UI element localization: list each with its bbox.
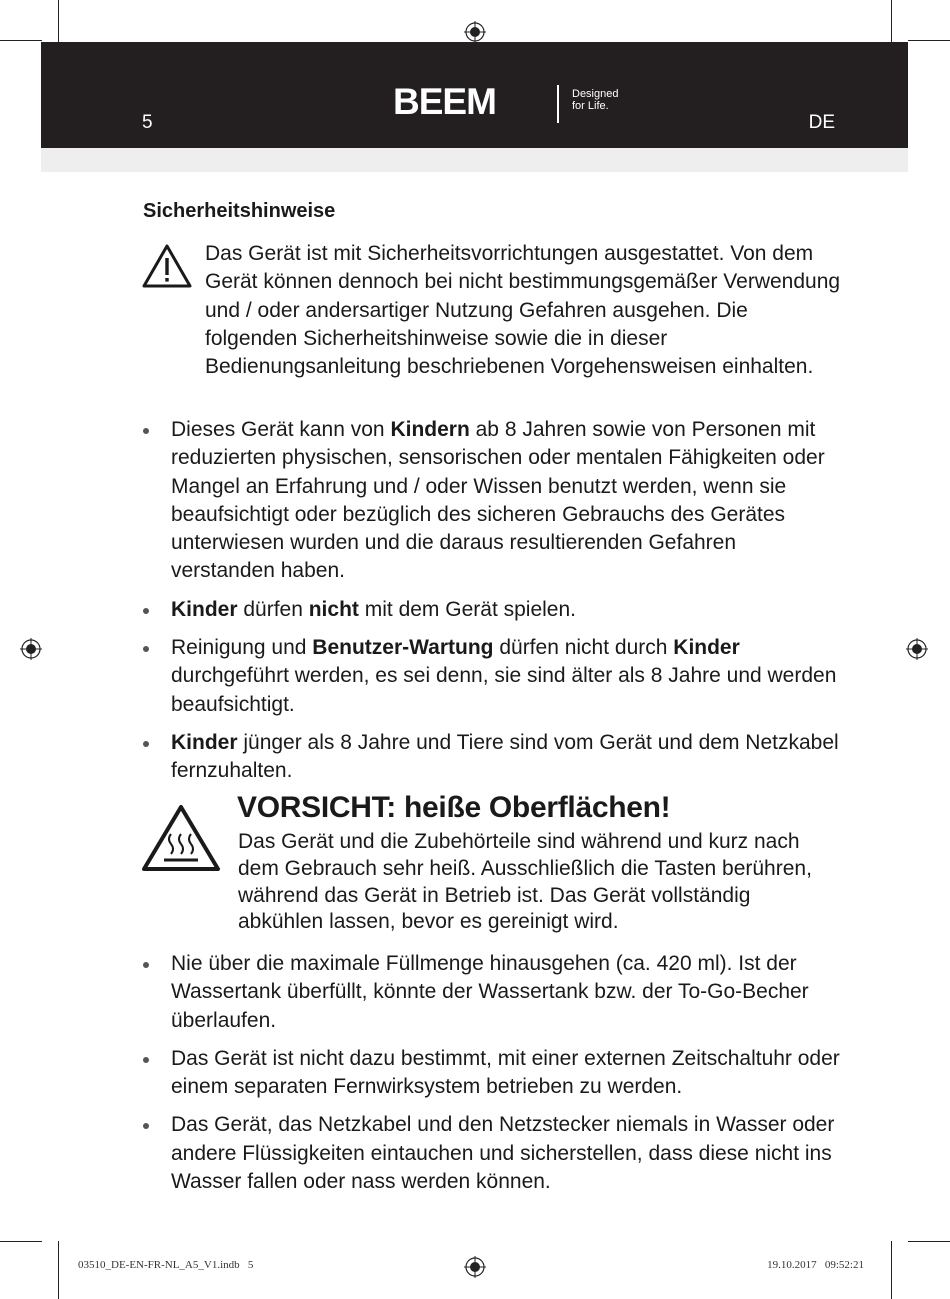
crop-mark	[908, 40, 950, 41]
bullet-icon	[143, 1057, 149, 1063]
warning-triangle-icon	[141, 243, 193, 289]
header-strip	[41, 148, 908, 172]
list-item: Das Gerät, das Netzkabel und den Netzstecker niemals in Wasser oder andere Flüssigkeiten eintauchen und sicherstellen, dass diese nicht ins Wasser fallen oder nass werden können.	[143, 1111, 843, 1196]
list-item: Nie über die maximale Füllmenge hinausgehen (ca. 420 ml). Ist der Wassertank überfüllt, könnte der Wassertank bzw. der To-Go-Becher überlaufen.	[143, 950, 843, 1035]
page-number: 5	[142, 112, 153, 133]
intro-warning-text: Das Gerät ist mit Sicherheitsvorrichtungen ausgestattet. Von dem Gerät können dennoch bei nicht bestimmungsgemäßer Verwendung und / oder andersartiger Nutzung Gefahren ausgehen. Die folgenden Sicherheitshinweise sowie die in dieser Bedienungsanleitung beschriebenen Vorgehensweisen einhalten.	[205, 242, 841, 379]
registration-mark-icon	[906, 638, 928, 660]
language-code: DE	[808, 112, 835, 133]
bullet-icon	[143, 741, 149, 747]
bullet-icon	[143, 962, 149, 968]
crop-mark	[58, 0, 59, 46]
list-item: Kinder dürfen nicht mit dem Gerät spielen.	[143, 596, 843, 624]
section-title: Sicherheitshinweise	[143, 200, 336, 222]
list-item: Kinder jünger als 8 Jahre und Tiere sind vom Gerät und dem Netzkabel fernzuhalten.	[143, 729, 843, 786]
brand-tagline: Designed for Life.	[572, 88, 619, 112]
crop-mark	[0, 1241, 42, 1242]
bullet-icon	[143, 646, 149, 652]
footer-file-name: 03510_DE-EN-FR-NL_A5_V1.indb 5	[78, 1259, 254, 1271]
bullet-icon	[143, 608, 149, 614]
list-item: Dieses Gerät kann von Kindern ab 8 Jahren sowie von Personen mit reduzierten physischen, sensorischen oder mentalen Fähigkeiten oder Mangel an Erfahrung und / oder Wissen benutzt werden, wenn sie beaufsichtigt oder bezüglich des sicheren Gebrauchs des Gerätes unterwiesen wurden und die daraus resultierenden Gefahren verstanden haben.	[143, 416, 843, 586]
list-item: Reinigung und Benutzer-Wartung dürfen nicht durch Kinder durchgeführt werden, es sei denn, sie sind älter als 8 Jahre und werden beaufsichtigt.	[143, 634, 843, 719]
hot-surface-text: Das Gerät und die Zubehörteile sind während und kurz nach dem Gebrauch sehr heiß. Ausschließlich die Tasten berühren, während das Gerät in Betrieb ist. Das Gerät vollständig abkühlen lassen, bevor es gereinigt wird.	[238, 830, 812, 934]
hot-surface-icon	[140, 803, 222, 873]
crop-mark	[0, 40, 42, 41]
crop-mark	[58, 1241, 59, 1299]
page-header	[41, 42, 908, 148]
brand-name: BEEM	[393, 81, 496, 122]
safety-list-2	[143, 950, 843, 1196]
crop-mark	[891, 0, 892, 46]
registration-mark-icon	[464, 21, 486, 43]
crop-mark	[908, 1241, 950, 1242]
registration-mark-icon	[464, 1256, 486, 1278]
bullet-icon	[143, 1123, 149, 1129]
footer-timestamp: 19.10.2017 09:52:21	[767, 1259, 864, 1271]
logo-divider	[557, 85, 559, 123]
list-item: Das Gerät ist nicht dazu bestimmt, mit einer externen Zeitschaltuhr oder einem separaten Fernwirksystem betrieben zu werden.	[143, 1045, 843, 1102]
hot-surface-title: VORSICHT: heiße Oberflächen!	[237, 791, 671, 824]
safety-list-1	[143, 416, 843, 786]
bullet-icon	[143, 428, 149, 434]
crop-mark	[891, 1241, 892, 1299]
registration-mark-icon	[20, 638, 42, 660]
